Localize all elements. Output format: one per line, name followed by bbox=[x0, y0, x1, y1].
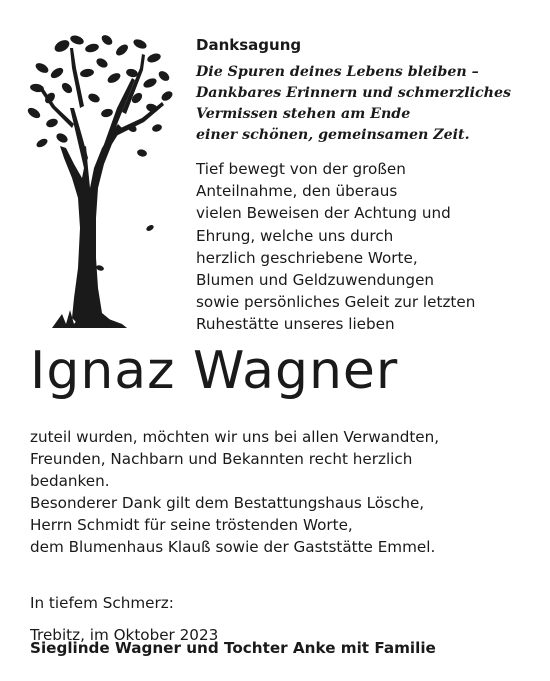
special-thanks-paragraph: Besonderer Dank gilt dem Bestattungshaus Lösche, Herrn Schmidt für seine tröstenden Worte, dem Blumenhaus Klauß sowie der Gaststätte Emmel. bbox=[30, 494, 436, 557]
place-date: Trebitz, im Oktober 2023 bbox=[30, 626, 219, 644]
tree-silhouette-icon bbox=[22, 28, 177, 328]
deceased-name: Ignaz Wagner bbox=[30, 341, 399, 401]
thanks-paragraph: zuteil wurden, möchten wir uns bei allen Verwandten, Freunden, Nachbarn und Bekannten recht herzlich bedanken. bbox=[30, 428, 440, 491]
signers-line: Sieglinde Wagner und Tochter Anke mit Familie bbox=[30, 638, 436, 657]
intro-paragraph: Tief bewegt von der großen Anteilnahme, den überaus vielen Beweisen der Achtung und Ehrung, welche uns durch herzlich geschriebene Worte, Blumen und Geldzuwendungen sowie persönliches Geleit zur letzten Ruhestätte unseres lieben bbox=[196, 160, 476, 334]
heading-danksagung: Danksagung bbox=[196, 36, 302, 54]
memorial-verse: Die Spuren deines Lebens bleiben – Dankbares Erinnern und schmerzliches Vermissen stehen am Ende einer schönen, gemeinsamen Zeit. bbox=[196, 64, 511, 143]
grief-line: In tiefem Schmerz: bbox=[30, 594, 174, 613]
